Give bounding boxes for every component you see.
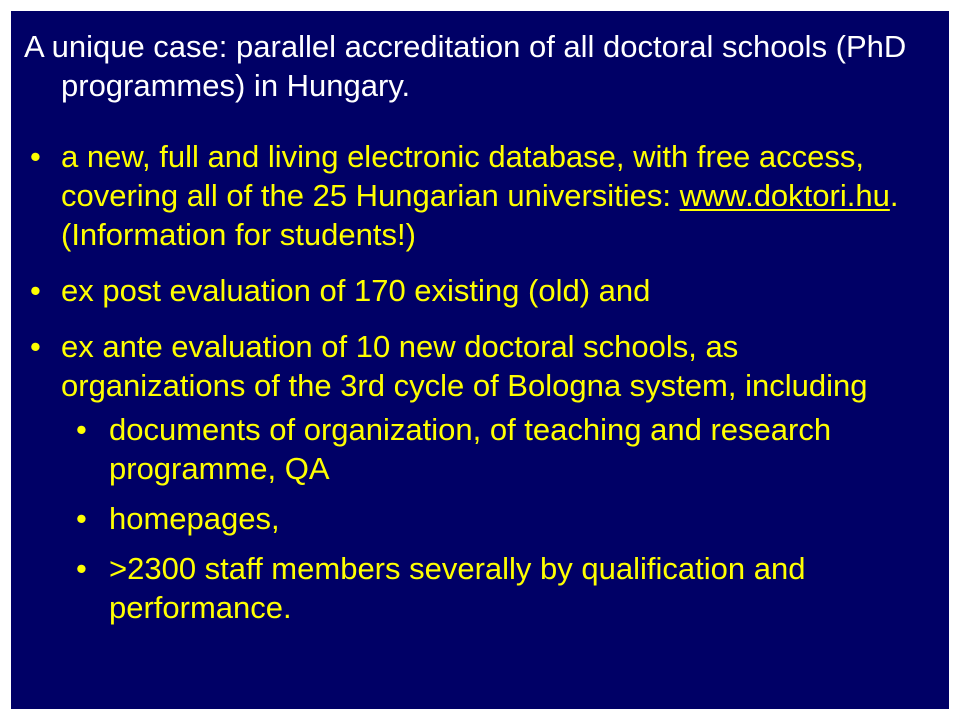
intro-paragraph <box>24 27 949 105</box>
intro-keyword: unique case: <box>51 29 228 64</box>
sub-bullet-text: documents of organization, of teaching and research programme, QA <box>109 412 832 486</box>
intro-rest: parallel accreditation of all doctoral schools (PhD programmes) in Hungary. <box>61 29 907 103</box>
bullet-dot-icon: • <box>30 329 41 364</box>
bullet-dot-icon: • <box>76 501 87 536</box>
bullet-item-ex-ante <box>11 327 931 405</box>
sub-bullet-item-staff <box>11 549 899 627</box>
bullet-text: ex ante evaluation of 10 new doctoral schools, as organizations of the 3rd cycle of Bologna system, including <box>61 329 868 403</box>
bullet-list <box>11 137 949 638</box>
bullet-dot-icon: • <box>76 551 87 586</box>
bullet-item-database <box>11 137 931 254</box>
sub-bullet-text: homepages, <box>109 501 280 536</box>
slide <box>11 11 949 709</box>
bullet-item-ex-post <box>11 271 931 310</box>
sub-bullet-item-homepages <box>11 499 899 538</box>
bullet-text-after-link: . (Information for students!) <box>61 178 899 252</box>
doktori-link[interactable]: www.doktori.hu <box>679 178 890 213</box>
intro-lead: A <box>24 29 52 64</box>
bullet-text: a new, full and living electronic database, with free access, covering all of the 25 Hungarian universities: <box>61 139 865 213</box>
bullet-dot-icon: • <box>30 139 41 174</box>
bullet-text: ex post evaluation of 170 existing (old) and <box>61 273 651 308</box>
sub-bullet-text: >2300 staff members severally by qualification and performance. <box>109 551 806 625</box>
bullet-dot-icon: • <box>30 273 41 308</box>
sub-bullet-item-documents <box>11 410 899 488</box>
bullet-dot-icon: • <box>76 412 87 447</box>
